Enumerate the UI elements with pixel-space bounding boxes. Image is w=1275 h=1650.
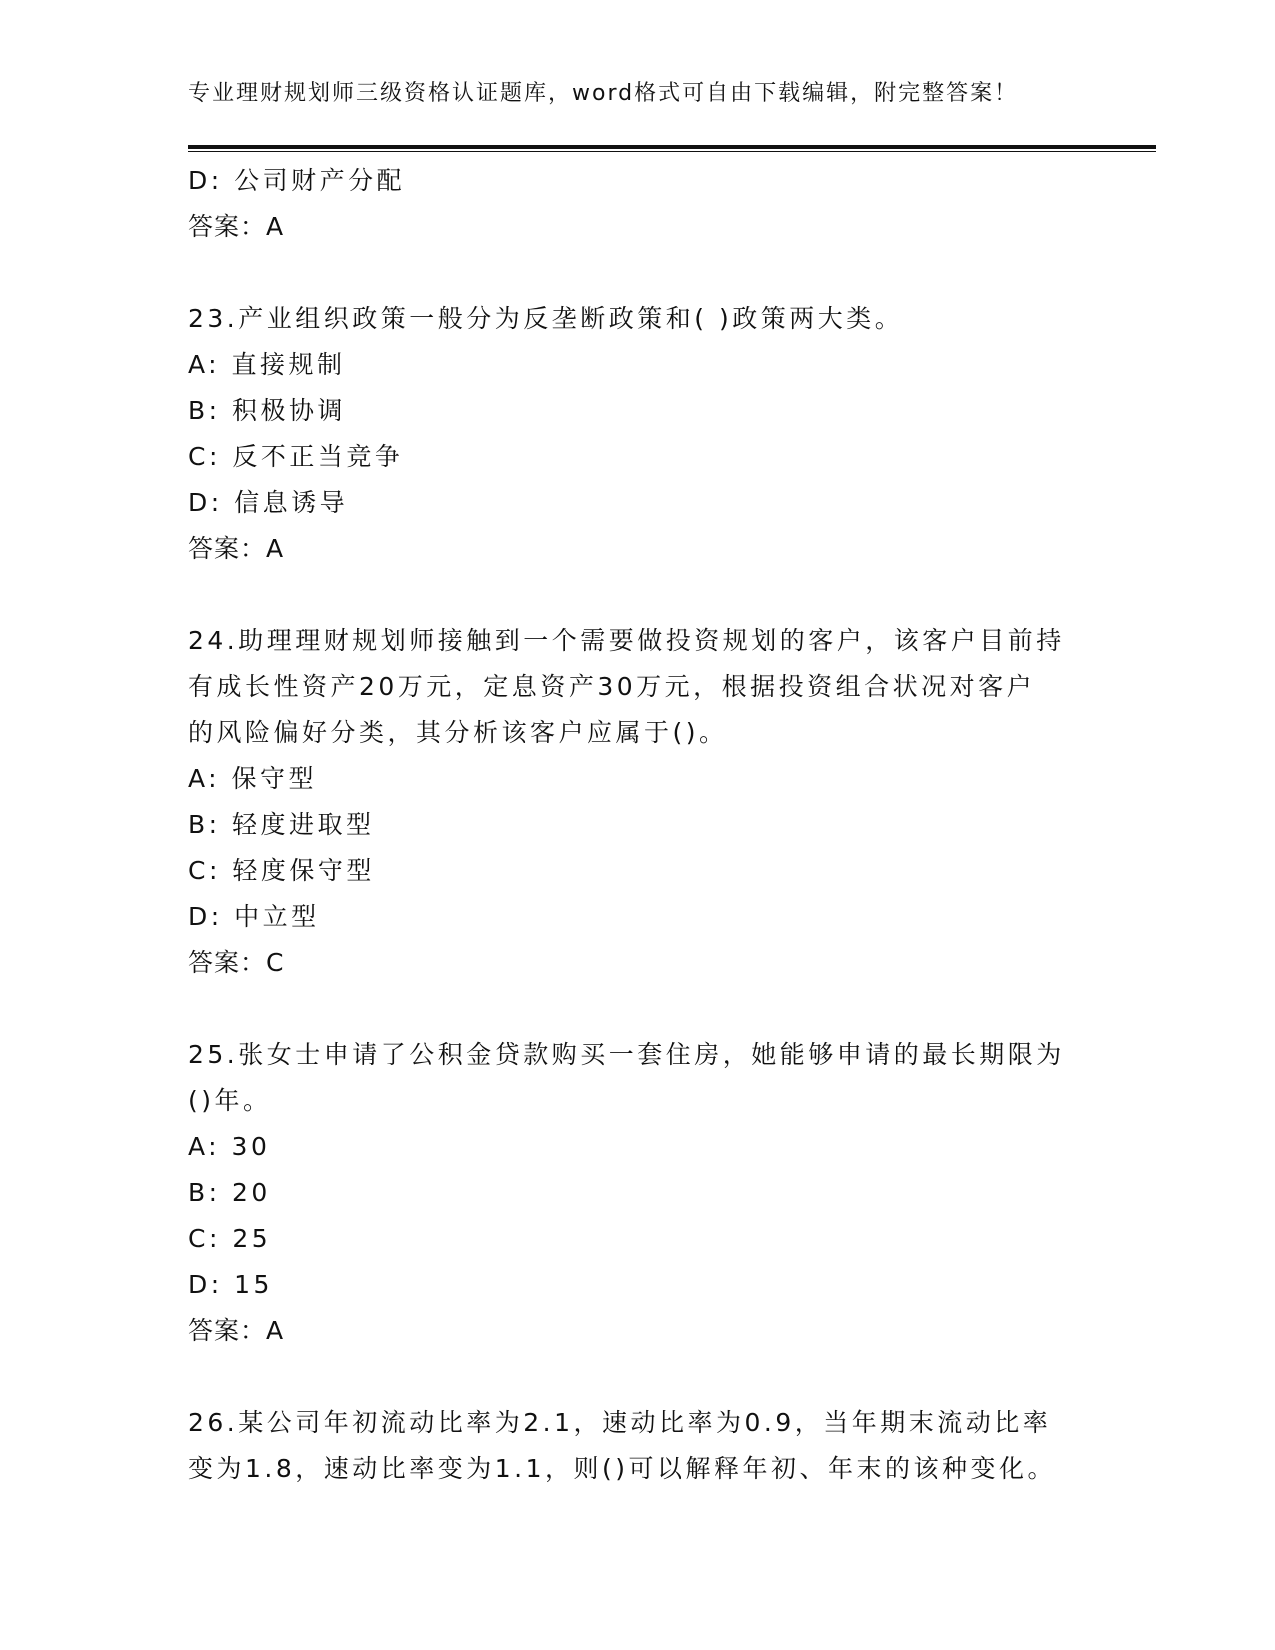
answer-line: 答案：C <box>188 948 285 977</box>
spacer <box>188 250 1088 296</box>
spacer <box>188 572 1088 618</box>
option-b: B: 轻度进取型 <box>188 810 375 839</box>
question-24-text-line-3: 的风险偏好分类，其分析该客户应属于()。 <box>188 718 728 747</box>
option-d: D: 中立型 <box>188 902 320 931</box>
header-rule-thick <box>188 145 1156 149</box>
question-25-text-line-1: 25.张女士申请了公积金贷款购买一套住房，她能够申请的最长期限为 <box>188 1040 1065 1069</box>
answer-line: 答案：A <box>188 1316 285 1345</box>
answer-line: 答案：A <box>188 534 285 563</box>
question-24-text-line-2: 有成长性资产20万元，定息资产30万元，根据投资组合状况对客户 <box>188 672 1036 701</box>
option-d: D: 15 <box>188 1270 273 1299</box>
question-24-text-line-1: 24.助理理财规划师接触到一个需要做投资规划的客户，该客户目前持 <box>188 626 1065 655</box>
spacer <box>188 986 1088 1032</box>
question-25-text-line-2: ()年。 <box>188 1086 272 1115</box>
question-26-text-line-2: 变为1.8，速动比率变为1.1，则()可以解释年初、年末的该种变化。 <box>188 1454 1057 1483</box>
question-23-text: 23.产业组织政策一般分为反垄断政策和( )政策两大类。 <box>188 304 904 333</box>
spacer <box>188 1354 1088 1400</box>
option-b: B: 积极协调 <box>188 396 347 425</box>
option-d: D: 公司财产分配 <box>188 166 406 195</box>
option-c: C: 25 <box>188 1224 272 1253</box>
option-b: B: 20 <box>188 1178 271 1207</box>
option-d: D: 信息诱导 <box>188 488 349 517</box>
header-rule-thin <box>188 151 1156 152</box>
option-a: A: 保守型 <box>188 764 318 793</box>
question-26-text-line-1: 26.某公司年初流动比率为2.1，速动比率为0.9，当年期末流动比率 <box>188 1408 1052 1437</box>
question-content <box>188 158 1088 1492</box>
option-a: A: 30 <box>188 1132 271 1161</box>
option-c: C: 反不正当竞争 <box>188 442 404 471</box>
answer-line: 答案：A <box>188 212 285 241</box>
option-a: A: 直接规制 <box>188 350 346 379</box>
option-c: C: 轻度保守型 <box>188 856 375 885</box>
page-header: 专业理财规划师三级资格认证题库，word格式可自由下载编辑，附完整答案！ <box>188 81 1019 106</box>
